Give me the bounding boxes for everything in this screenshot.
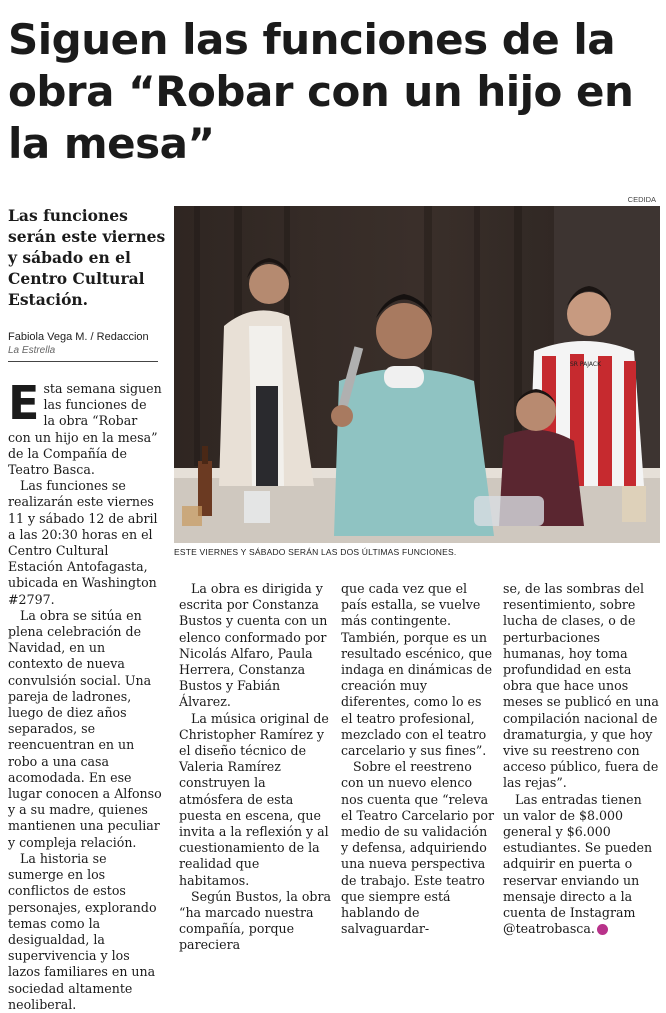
article-column-2 (179, 581, 333, 954)
paragraph: Según Bustos, la obra “ha marcado nuestra compañía, porque pareciera (179, 888, 332, 953)
paragraph: La historia se sumerge en los conflictos de estos personajes, explorando temas como la desigualdad, la supervivencia y los lazos familiares en una sociedad altamente neoliberal. (8, 850, 157, 1012)
paragraph: Sobre el reestreno con un nuevo elenco nos cuenta que “releva el Teatro Carcelario por medio de su validación y defensa, adquiriendo una nueva perspectiva de trabajo. Este teatro que siempre está hablando de salvaguardar- (341, 759, 495, 937)
headline: Siguen las funciones de la obra “Robar con un hijo en la mesa” (8, 15, 634, 168)
end-mark-icon: ✪ (597, 924, 608, 935)
paragraph: Esta semana siguen las funciones de la obra “Robar con un hijo en la mesa” de la Compañía de Teatro Basca. (8, 376, 162, 478)
byline: Fabiola Vega M. / Redaccion (8, 331, 149, 343)
drop-cap: E (8, 376, 40, 430)
article-photo (174, 206, 660, 543)
article-column-4 (503, 581, 659, 937)
article-column-3 (341, 581, 495, 937)
article-column-1 (8, 376, 162, 1013)
byline-divider (8, 361, 158, 362)
paragraph: La obra es dirigida y escrita por Constanza Bustos y cuenta con un elenco conformado por Nicolás Alfaro, Paula Herrera, Constanza Bustos y Fabián Álvarez. (179, 581, 328, 710)
paragraph: La obra se sitúa en plena celebración de Navidad, en un contexto de nueva convulsión social. Una pareja de ladrones, luego de diez años separados, se reencuentran en un robo a una casa acomodada. En ese lugar conocen a Alfonso y a su madre, quienes mantienen una peculiar y compleja relación. (8, 607, 162, 850)
paragraph: Las entradas tienen un valor de $8.000 general y $6.000 estudiantes. Se pueden adquirir en puerta o reservar enviando un mensaje directo a la cuenta de Instagram @teatrobasca. ✪ (503, 791, 653, 937)
paragraph: Las funciones se realizarán este viernes 11 y sábado 12 de abril a las 20:30 horas en el Centro Cultural Estación Antofagasta, ubicada en Washington #2797. (8, 478, 158, 607)
deck-summary: Las funciones serán este viernes y sábado en el Centro Cultural Estación. (8, 206, 166, 309)
jersey-text: SR PAJACK (570, 361, 602, 368)
paragraph: La música original de Christopher Ramírez y el diseño técnico de Valeria Ramírez construyen la atmósfera de esta puesta en escena, que invita a la reflexión y al cuestionamiento de la realidad que habitamos. (179, 710, 329, 888)
outlet-name: La Estrella (8, 345, 56, 356)
paragraph-continued: que cada vez que el país estalla, se vuelve más contingente. También, porque es un resultado escénico, que indaga en dinámicas de creación muy diferentes, como lo es el teatro profesional, mezclado con el teatro carcelario y sus fines”. (341, 581, 493, 759)
paragraph-continued: se, de las sombras del resentimiento, sobre lucha de clases, o de perturbaciones humanas, hoy toma profundidad en esta obra que hace unos meses se publicó en una compilación nacional de dramaturgia, y que hoy vive su reestreno con acceso público, fuera de las rejas”. (503, 581, 659, 791)
photo-credit: CEDIDA (627, 195, 656, 204)
photo-caption: ESTE VIERNES Y SÁBADO SERÁN LAS DOS ÚLTIMAS FUNCIONES. (174, 547, 457, 557)
